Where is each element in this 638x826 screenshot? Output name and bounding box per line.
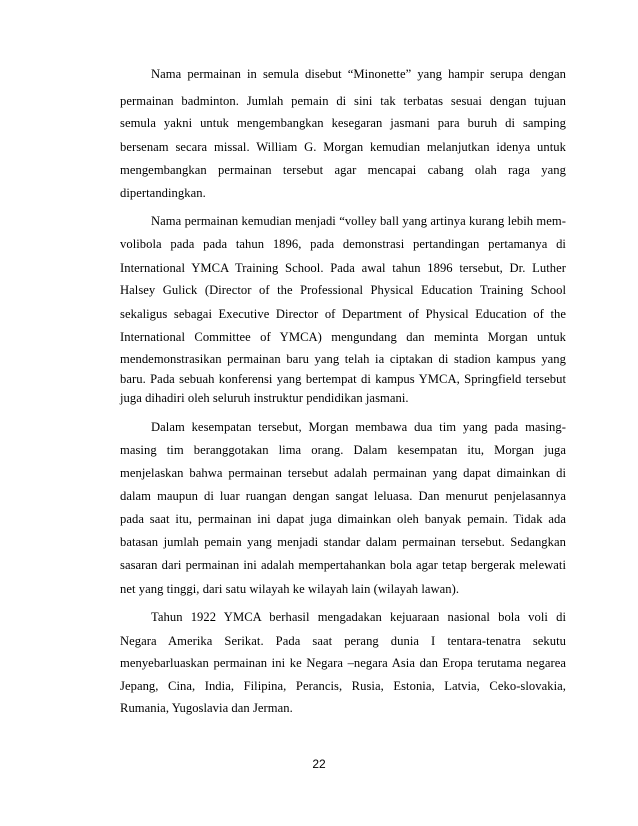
paragraph-3-line-1: Dalam kesempatan tersebut, Morgan membawa dua tim yang pada masing- <box>151 419 566 434</box>
paragraph-2-line-3: International YMCA Training School. Pada awal tahun 1896 tersebut, Dr. Luther <box>120 260 566 275</box>
paragraph-2-line-5: sekaligus sebagai Executive Director of Department of Physical Education of the <box>120 306 566 321</box>
paragraph-3-line-5: pada saat itu, permainan ini dapat juga dimainkan oleh banyak pemain. Tidak ada <box>120 512 566 527</box>
paragraph-2-line-1: Nama permainan kemudian menjadi “volley ball yang artinya kurang lebih mem- <box>151 214 566 228</box>
paragraph-3-line-7: sasaran dari permainan ini adalah mempertahankan bola agar tetap bergerak melewati <box>120 558 566 573</box>
paragraph-1-line-2: permainan badminton. Jumlah pemain di sini tak terbatas sesuai dengan tujuan <box>120 93 566 108</box>
paragraph-1-line-6: dipertandingkan. <box>120 185 206 200</box>
paragraph-1-line-1: Nama permainan in semula disebut “Minonette” yang hampir serupa dengan <box>151 67 566 81</box>
paragraph-2-line-2: volibola pada pada tahun 1896, pada demonstrasi pertandingan pertamanya di <box>120 237 566 252</box>
paragraph-3-line-2: masing tim beranggotakan lima orang. Dalam kesempatan itu, Morgan juga <box>120 443 566 458</box>
paragraph-4-line-3: menyebarluaskan permainan ini ke Negara –negara Asia dan Eropa terutama negarea <box>120 656 566 670</box>
paragraph-4-line-1: Tahun 1922 YMCA berhasil mengadakan kejuaraan nasional bola voli di <box>151 610 566 625</box>
paragraph-1-line-4: bersenam secara missal. William G. Morgan kemudian melanjutkan idenya untuk <box>120 139 566 154</box>
paragraph-1-line-3: semula yakni untuk mengembangkan kesegaran jasmani para buruh di samping <box>120 116 566 131</box>
paragraph-2-line-8: baru. Pada sebuah konferensi yang bertempat di kampus YMCA, Springfield tersebut <box>120 372 566 387</box>
paragraph-4-line-2: Negara Amerika Serikat. Pada saat perang dunia I tentara-tenatra sekutu <box>120 633 566 648</box>
paragraph-2-line-6: International Committee of YMCA) mengundang dan meminta Morgan untuk <box>120 329 566 344</box>
paragraph-3-line-3: menjelaskan bahwa permainan tersebut adalah permainan yang dapat dimainkan di <box>120 465 566 480</box>
paragraph-3-line-6: batasan jumlah pemain yang menjadi standar dalam permainan tersebut. Sedangkan <box>120 534 566 549</box>
page-number: 22 <box>312 757 326 771</box>
paragraph-2-line-9: juga dihadiri oleh seluruh instruktur pendidikan jasmani. <box>120 391 409 406</box>
paragraph-4-line-5: Rumania, Yugoslavia dan Jerman. <box>120 701 293 715</box>
paragraph-3-line-4: dalam maupun di luar ruangan dengan sangat leluasa. Dan menurut penjelasannya <box>120 489 566 504</box>
paragraph-3-line-8: net yang tinggi, dari satu wilayah ke wilayah lain (wilayah lawan). <box>120 581 460 596</box>
paragraph-2-line-7: mendemonstrasikan permainan baru yang telah ia ciptakan di stadion kampus yang <box>120 352 566 367</box>
paragraph-1-line-5: mengembangkan permainan tersebut agar mencapai cabang olah raga yang <box>120 163 566 177</box>
paragraph-4-line-4: Jepang, Cina, India, Filipina, Perancis, Rusia, Estonia, Latvia, Ceko-slovakia, <box>120 679 566 694</box>
paragraph-2-line-4: Halsey Gulick (Director of the Professional Physical Education Training School <box>120 283 566 298</box>
